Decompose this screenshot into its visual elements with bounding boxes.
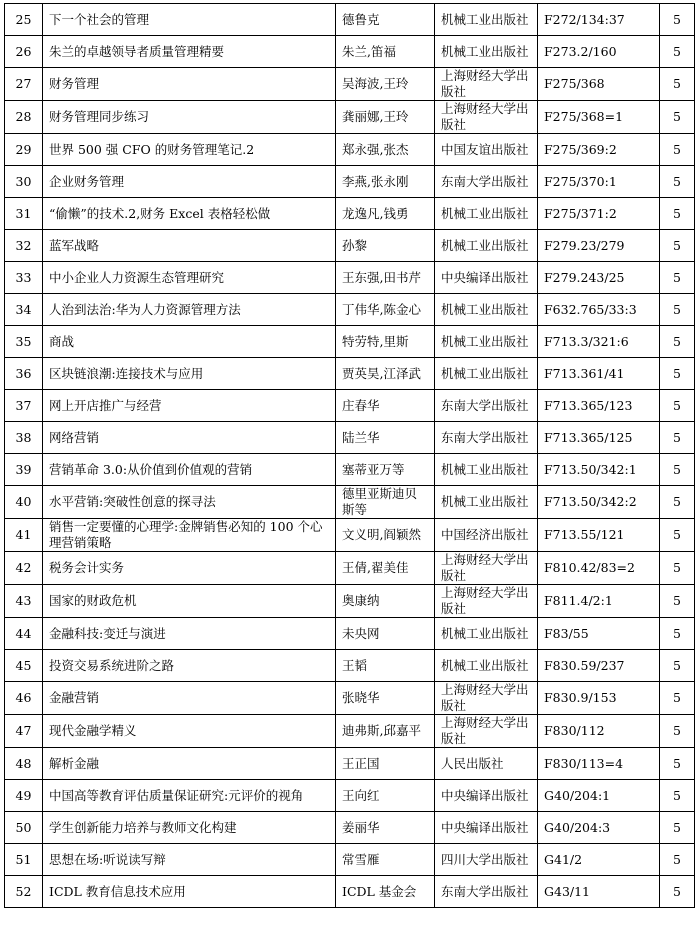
book-author: 王正国	[336, 748, 435, 780]
book-author: 常雪雁	[336, 844, 435, 876]
book-title: 财务管理同步练习	[43, 101, 336, 134]
book-title: “偷懒”的技术.2,财务 Excel 表格轻松做	[43, 198, 336, 230]
book-author: 德里亚斯迪贝斯等	[336, 486, 435, 519]
copy-count: 5	[660, 68, 695, 101]
book-title: 网上开店推广与经营	[43, 390, 336, 422]
call-number: G41/2	[538, 844, 660, 876]
table-row	[5, 876, 695, 908]
row-number: 46	[5, 682, 43, 715]
book-publisher: 机械工业出版社	[435, 294, 538, 326]
table-row	[5, 4, 695, 36]
book-publisher: 机械工业出版社	[435, 36, 538, 68]
copy-count: 5	[660, 326, 695, 358]
table-row	[5, 230, 695, 262]
book-title: 区块链浪潮:连接技术与应用	[43, 358, 336, 390]
copy-count: 5	[660, 486, 695, 519]
book-title: 水平营销:突破性创意的探寻法	[43, 486, 336, 519]
call-number: G40/204:1	[538, 780, 660, 812]
book-author: 王向红	[336, 780, 435, 812]
book-author: 吴海波,王玲	[336, 68, 435, 101]
row-number: 31	[5, 198, 43, 230]
call-number: F810.42/83=2	[538, 552, 660, 585]
row-number: 33	[5, 262, 43, 294]
call-number: F830.9/153	[538, 682, 660, 715]
book-publisher: 中国友谊出版社	[435, 134, 538, 166]
call-number: F713.365/125	[538, 422, 660, 454]
call-number: F632.765/33:3	[538, 294, 660, 326]
book-publisher: 四川大学出版社	[435, 844, 538, 876]
table-row	[5, 486, 695, 519]
book-title: 税务会计实务	[43, 552, 336, 585]
copy-count: 5	[660, 876, 695, 908]
book-publisher: 上海财经大学出版社	[435, 715, 538, 748]
copy-count: 5	[660, 166, 695, 198]
table-row	[5, 134, 695, 166]
copy-count: 5	[660, 812, 695, 844]
book-author: ICDL 基金会	[336, 876, 435, 908]
book-author: 德鲁克	[336, 4, 435, 36]
table-row	[5, 454, 695, 486]
copy-count: 5	[660, 101, 695, 134]
row-number: 36	[5, 358, 43, 390]
book-publisher: 上海财经大学出版社	[435, 682, 538, 715]
table-row	[5, 812, 695, 844]
copy-count: 5	[660, 294, 695, 326]
book-title: 投资交易系统进阶之路	[43, 650, 336, 682]
row-number: 32	[5, 230, 43, 262]
book-title: 解析金融	[43, 748, 336, 780]
copy-count: 5	[660, 552, 695, 585]
book-title: 思想在场:听说读写辩	[43, 844, 336, 876]
table-row	[5, 780, 695, 812]
copy-count: 5	[660, 198, 695, 230]
table-row	[5, 650, 695, 682]
book-publisher: 人民出版社	[435, 748, 538, 780]
book-publisher: 东南大学出版社	[435, 422, 538, 454]
table-row	[5, 390, 695, 422]
table-row	[5, 166, 695, 198]
book-publisher: 机械工业出版社	[435, 618, 538, 650]
book-author: 王韬	[336, 650, 435, 682]
book-title: 网络营销	[43, 422, 336, 454]
row-number: 43	[5, 585, 43, 618]
call-number: F713.55/121	[538, 519, 660, 552]
call-number: F272/134:37	[538, 4, 660, 36]
book-title: 下一个社会的管理	[43, 4, 336, 36]
table-row	[5, 585, 695, 618]
copy-count: 5	[660, 519, 695, 552]
copy-count: 5	[660, 262, 695, 294]
copy-count: 5	[660, 844, 695, 876]
table-body	[5, 4, 695, 908]
row-number: 41	[5, 519, 43, 552]
book-publisher: 机械工业出版社	[435, 486, 538, 519]
book-publisher: 机械工业出版社	[435, 358, 538, 390]
book-title: 现代金融学精义	[43, 715, 336, 748]
copy-count: 5	[660, 358, 695, 390]
call-number: F713.50/342:2	[538, 486, 660, 519]
book-author: 张晓华	[336, 682, 435, 715]
row-number: 30	[5, 166, 43, 198]
call-number: F830/113=4	[538, 748, 660, 780]
call-number: F713.361/41	[538, 358, 660, 390]
call-number: F830/112	[538, 715, 660, 748]
book-publisher: 中央编译出版社	[435, 262, 538, 294]
book-author: 王东强,田书芹	[336, 262, 435, 294]
copy-count: 5	[660, 36, 695, 68]
book-author: 未央网	[336, 618, 435, 650]
call-number: F275/371:2	[538, 198, 660, 230]
call-number: F713.3/321:6	[538, 326, 660, 358]
book-publisher: 中央编译出版社	[435, 812, 538, 844]
row-number: 35	[5, 326, 43, 358]
row-number: 25	[5, 4, 43, 36]
book-publisher: 中央编译出版社	[435, 780, 538, 812]
book-title: ICDL 教育信息技术应用	[43, 876, 336, 908]
book-publisher: 上海财经大学出版社	[435, 101, 538, 134]
row-number: 48	[5, 748, 43, 780]
row-number: 40	[5, 486, 43, 519]
copy-count: 5	[660, 682, 695, 715]
row-number: 27	[5, 68, 43, 101]
row-number: 52	[5, 876, 43, 908]
copy-count: 5	[660, 4, 695, 36]
call-number: F275/369:2	[538, 134, 660, 166]
row-number: 39	[5, 454, 43, 486]
call-number: F275/368=1	[538, 101, 660, 134]
book-title: 人治到法治:华为人力资源管理方法	[43, 294, 336, 326]
call-number: F83/55	[538, 618, 660, 650]
call-number: F275/370:1	[538, 166, 660, 198]
table-row	[5, 198, 695, 230]
book-author: 文义明,阎颖然	[336, 519, 435, 552]
copy-count: 5	[660, 585, 695, 618]
table-row	[5, 682, 695, 715]
row-number: 29	[5, 134, 43, 166]
table-row	[5, 422, 695, 454]
call-number: F279.243/25	[538, 262, 660, 294]
copy-count: 5	[660, 650, 695, 682]
book-publisher: 上海财经大学出版社	[435, 552, 538, 585]
book-publisher: 机械工业出版社	[435, 454, 538, 486]
row-number: 28	[5, 101, 43, 134]
copy-count: 5	[660, 390, 695, 422]
book-publisher: 中国经济出版社	[435, 519, 538, 552]
table-row	[5, 36, 695, 68]
book-title: 世界 500 强 CFO 的财务管理笔记.2	[43, 134, 336, 166]
row-number: 51	[5, 844, 43, 876]
book-publisher: 东南大学出版社	[435, 390, 538, 422]
book-author: 特劳特,里斯	[336, 326, 435, 358]
table-row	[5, 262, 695, 294]
book-author: 塞蒂亚万等	[336, 454, 435, 486]
copy-count: 5	[660, 422, 695, 454]
row-number: 38	[5, 422, 43, 454]
book-author: 迪弗斯,邱嘉平	[336, 715, 435, 748]
book-title: 金融营销	[43, 682, 336, 715]
call-number: F275/368	[538, 68, 660, 101]
book-title: 销售一定要懂的心理学:金牌销售必知的 100 个心理营销策略	[43, 519, 336, 552]
call-number: F811.4/2:1	[538, 585, 660, 618]
call-number: F830.59/237	[538, 650, 660, 682]
book-title: 蓝军战略	[43, 230, 336, 262]
book-author: 陆兰华	[336, 422, 435, 454]
book-publisher: 机械工业出版社	[435, 230, 538, 262]
book-publisher: 东南大学出版社	[435, 166, 538, 198]
table-row	[5, 101, 695, 134]
book-author: 郑永强,张杰	[336, 134, 435, 166]
book-publisher: 上海财经大学出版社	[435, 585, 538, 618]
table-row	[5, 68, 695, 101]
book-title: 营销革命 3.0:从价值到价值观的营销	[43, 454, 336, 486]
call-number: G43/11	[538, 876, 660, 908]
book-author: 姜丽华	[336, 812, 435, 844]
table-row	[5, 748, 695, 780]
call-number: F279.23/279	[538, 230, 660, 262]
book-title: 中国高等教育评估质量保证研究:元评价的视角	[43, 780, 336, 812]
table-row	[5, 519, 695, 552]
book-publisher: 机械工业出版社	[435, 650, 538, 682]
book-author: 朱兰,笛福	[336, 36, 435, 68]
call-number: F713.50/342:1	[538, 454, 660, 486]
book-author: 庄春华	[336, 390, 435, 422]
book-publisher: 机械工业出版社	[435, 198, 538, 230]
book-title: 财务管理	[43, 68, 336, 101]
row-number: 42	[5, 552, 43, 585]
copy-count: 5	[660, 748, 695, 780]
book-publisher: 机械工业出版社	[435, 326, 538, 358]
book-title: 金融科技:变迁与演进	[43, 618, 336, 650]
book-publisher: 东南大学出版社	[435, 876, 538, 908]
book-publisher: 机械工业出版社	[435, 4, 538, 36]
book-title: 学生创新能力培养与教师文化构建	[43, 812, 336, 844]
table-row	[5, 552, 695, 585]
table-row	[5, 358, 695, 390]
book-author: 王倩,翟美佳	[336, 552, 435, 585]
book-publisher: 上海财经大学出版社	[435, 68, 538, 101]
book-title: 中小企业人力资源生态管理研究	[43, 262, 336, 294]
call-number: G40/204:3	[538, 812, 660, 844]
copy-count: 5	[660, 454, 695, 486]
call-number: F713.365/123	[538, 390, 660, 422]
book-title: 国家的财政危机	[43, 585, 336, 618]
book-author: 孙黎	[336, 230, 435, 262]
book-author: 龙逸凡,钱勇	[336, 198, 435, 230]
copy-count: 5	[660, 715, 695, 748]
book-title: 企业财务管理	[43, 166, 336, 198]
table-row	[5, 844, 695, 876]
row-number: 50	[5, 812, 43, 844]
copy-count: 5	[660, 230, 695, 262]
book-list-table	[4, 3, 695, 908]
call-number: F273.2/160	[538, 36, 660, 68]
table-row	[5, 618, 695, 650]
book-author: 奥康纳	[336, 585, 435, 618]
row-number: 26	[5, 36, 43, 68]
table-row	[5, 326, 695, 358]
copy-count: 5	[660, 780, 695, 812]
row-number: 37	[5, 390, 43, 422]
book-author: 贾英昊,江泽武	[336, 358, 435, 390]
row-number: 45	[5, 650, 43, 682]
book-author: 龚丽娜,王玲	[336, 101, 435, 134]
row-number: 44	[5, 618, 43, 650]
book-title: 商战	[43, 326, 336, 358]
copy-count: 5	[660, 134, 695, 166]
book-title: 朱兰的卓越领导者质量管理精要	[43, 36, 336, 68]
table-row	[5, 715, 695, 748]
book-author: 丁伟华,陈金心	[336, 294, 435, 326]
copy-count: 5	[660, 618, 695, 650]
row-number: 49	[5, 780, 43, 812]
book-author: 李燕,张永刚	[336, 166, 435, 198]
table-row	[5, 294, 695, 326]
row-number: 34	[5, 294, 43, 326]
row-number: 47	[5, 715, 43, 748]
